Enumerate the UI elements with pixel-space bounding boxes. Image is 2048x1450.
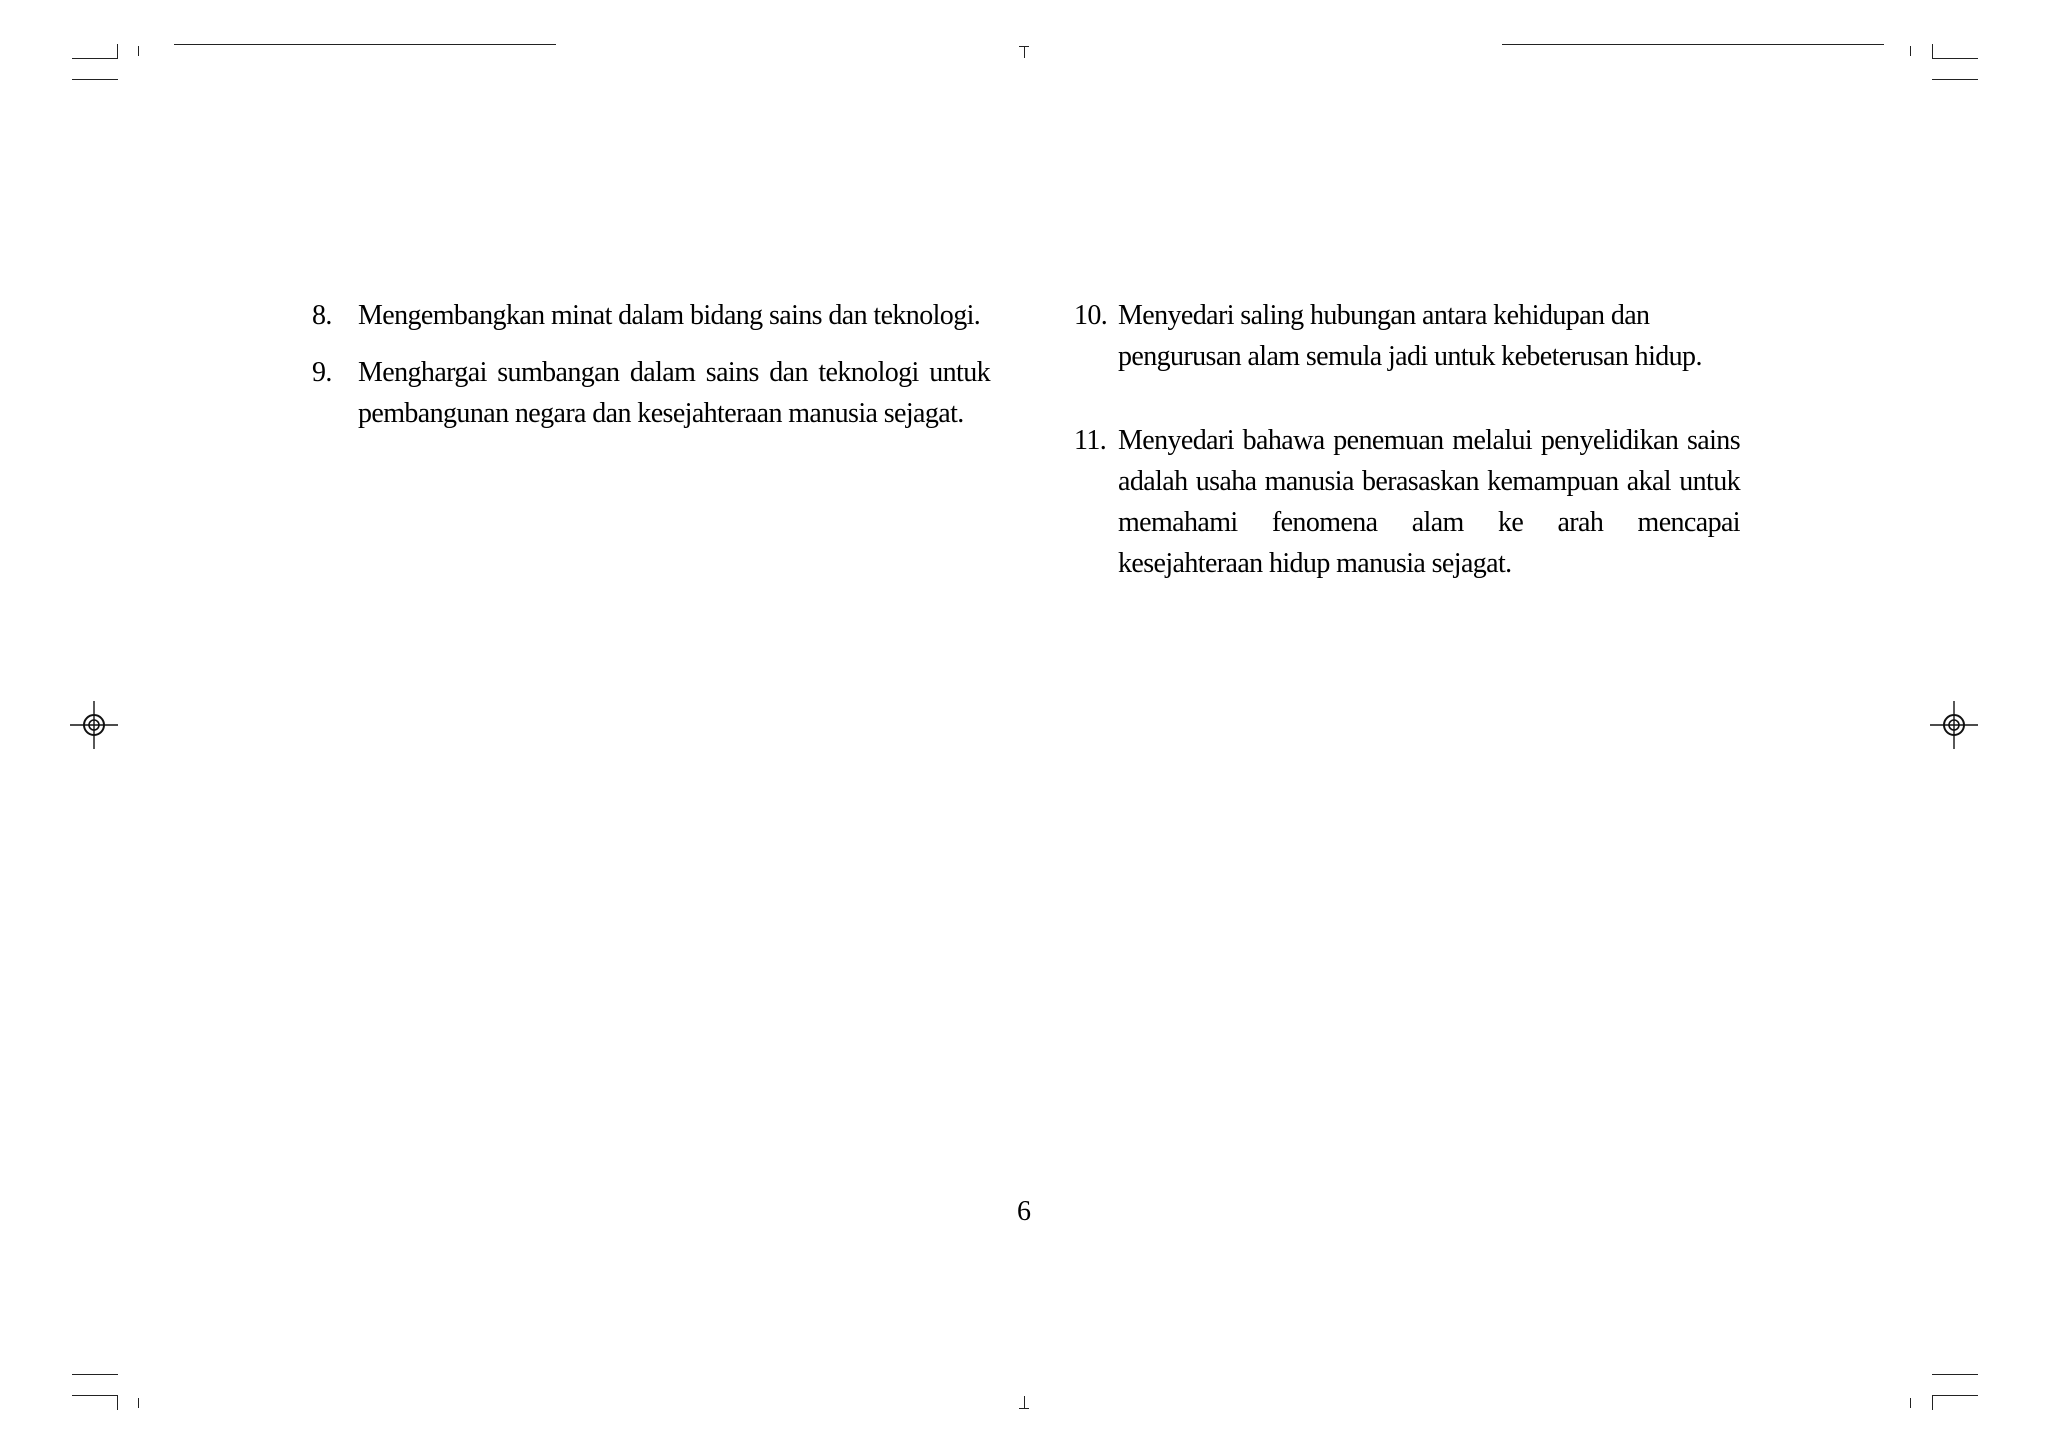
list-item bbox=[312, 295, 990, 336]
crop-mark-top-right-tick bbox=[1910, 46, 1911, 56]
crosshair-icon bbox=[1930, 701, 1978, 749]
center-mark-bottom-v bbox=[1024, 1396, 1025, 1408]
center-mark-top-v bbox=[1024, 46, 1025, 58]
crop-mark-bottom-right-h1 bbox=[1932, 1374, 1978, 1375]
item-number: 9. bbox=[312, 357, 332, 388]
list-item bbox=[1074, 295, 1740, 377]
item-text: Menyedari bahawa penemuan melalui penyelidikan sains adalah usaha manusia berasaskan kemampuan akal untuk memahami fenomena alam ke arah mencapai kesejahteraan hidup manusia sejagat. bbox=[1118, 425, 1740, 579]
objectives-list-left bbox=[312, 295, 990, 434]
crop-mark-bottom-left-h1 bbox=[72, 1374, 118, 1375]
crop-mark-bottom-left-h2 bbox=[72, 1395, 118, 1396]
crop-mark-top-left-tick bbox=[138, 46, 139, 56]
item-text: Menyedari saling hubungan antara kehidupan dan pengurusan alam semula jadi untuk kebeterusan hidup. bbox=[1118, 300, 1702, 372]
crop-mark-bottom-right-tick bbox=[1910, 1398, 1911, 1408]
item-number: 8. bbox=[312, 300, 332, 331]
objectives-list-right bbox=[1074, 295, 1740, 584]
center-mark-bottom-h bbox=[1019, 1408, 1029, 1409]
crop-mark-top-right-v bbox=[1932, 44, 1933, 59]
crop-mark-top-left-h2 bbox=[72, 79, 118, 80]
crop-mark-bottom-left-tick bbox=[138, 1398, 139, 1408]
crosshair-icon bbox=[70, 701, 118, 749]
item-number: 11. bbox=[1074, 425, 1107, 456]
list-item bbox=[1074, 420, 1740, 584]
item-text: Menghargai sumbangan dalam sains dan teknologi untuk pembangunan negara dan kesejahteraan manusia sejagat. bbox=[358, 357, 990, 429]
page-number: 6 bbox=[1017, 1196, 1031, 1227]
crop-mark-top-left-v bbox=[117, 44, 118, 59]
crop-mark-top-left-h1 bbox=[72, 58, 118, 59]
crop-mark-bottom-left-v bbox=[117, 1395, 118, 1410]
registration-mark-right bbox=[1930, 701, 1978, 749]
trim-line-top-left bbox=[174, 44, 556, 45]
registration-mark-left bbox=[70, 701, 118, 749]
crop-mark-bottom-right-v bbox=[1932, 1395, 1933, 1410]
crop-mark-bottom-right-h2 bbox=[1932, 1395, 1978, 1396]
item-number: 10. bbox=[1074, 300, 1108, 331]
crop-mark-top-right-h2 bbox=[1932, 79, 1978, 80]
item-text: Mengembangkan minat dalam bidang sains dan teknologi. bbox=[358, 300, 981, 331]
crop-mark-top-right-h1 bbox=[1932, 58, 1978, 59]
list-item bbox=[312, 352, 990, 434]
trim-line-top-right bbox=[1502, 44, 1884, 45]
